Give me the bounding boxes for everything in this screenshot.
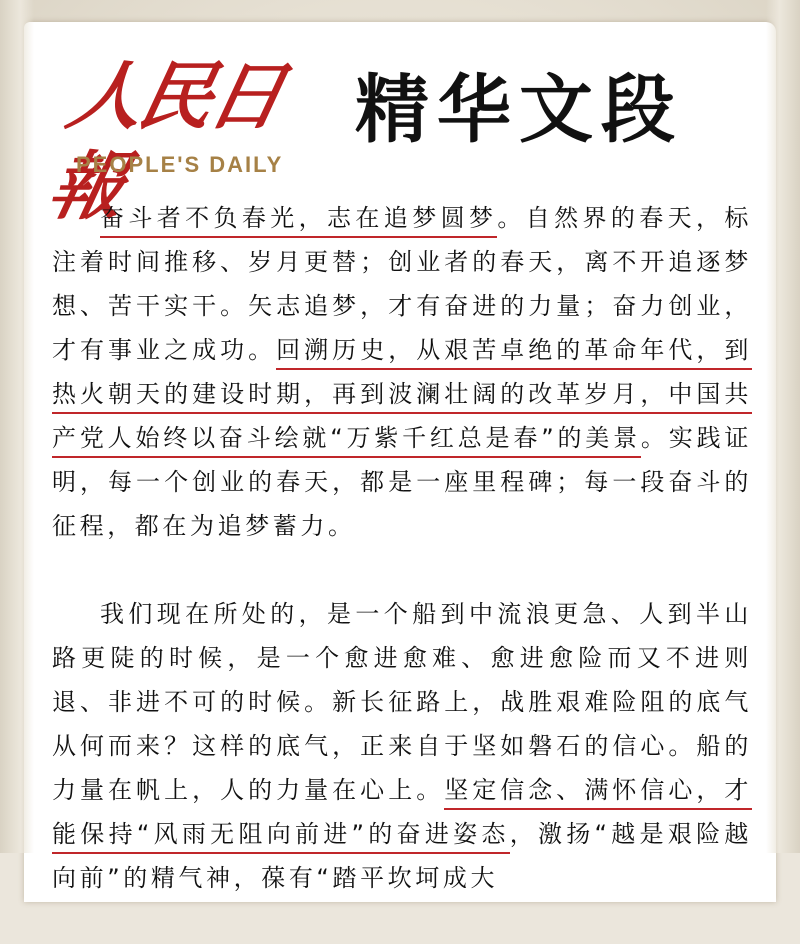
highlighted-sentence: 坚定信念、满怀信心，才能保持“风雨无阻向前进”的奋进姿态 — [52, 776, 752, 854]
article-paragraph — [52, 196, 752, 548]
page-title: 精华文段 — [355, 67, 683, 153]
article-body — [52, 196, 752, 944]
paper-curl-left — [0, 0, 34, 853]
highlighted-sentence: 回溯历史，从艰苦卓绝的革命年代，到热火朝天的建设时期，再到波澜壮阔的改革岁月，中国共产党人始终以奋斗绘就“万紫千红总是春”的美景 — [52, 336, 752, 458]
body-text: 我们现在所处的，是一个船到中流浪更急、人到半山路更陡的时候，是一个愈进愈难、愈进愈险而又不进则退、非进不可的时候。新长征路上，战胜艰难险阻的底气从何而来？这样的底气，正来自于坚如磐石的信心。船的力量在帆上，人的力量在心上。 — [52, 600, 752, 804]
article-paragraph — [52, 592, 752, 900]
body-text: 。实践证明，每一个创业的春天，都是一座里程碑；每一段奋斗的征程，都在为追梦蓄力。 — [52, 424, 752, 540]
body-text: ，激扬“越是艰险越向前”的精气神，葆有“踏平坎坷成大 — [52, 820, 752, 892]
body-text: 。自然界的春天，标注着时间推移、岁月更替；创业者的春天，离不开追逐梦想、苦干实干。矢志追梦，才有奋进的力量；奋力创业，才有事业之成功。 — [52, 204, 752, 364]
highlighted-sentence: 奋斗者不负春光，志在追梦圆梦 — [100, 204, 497, 238]
logo-chinese-wordmark: 人民日報 — [41, 54, 289, 230]
paper-curl-right — [766, 0, 800, 853]
logo-english-wordmark: PEOPLE'S DAILY — [76, 152, 284, 177]
